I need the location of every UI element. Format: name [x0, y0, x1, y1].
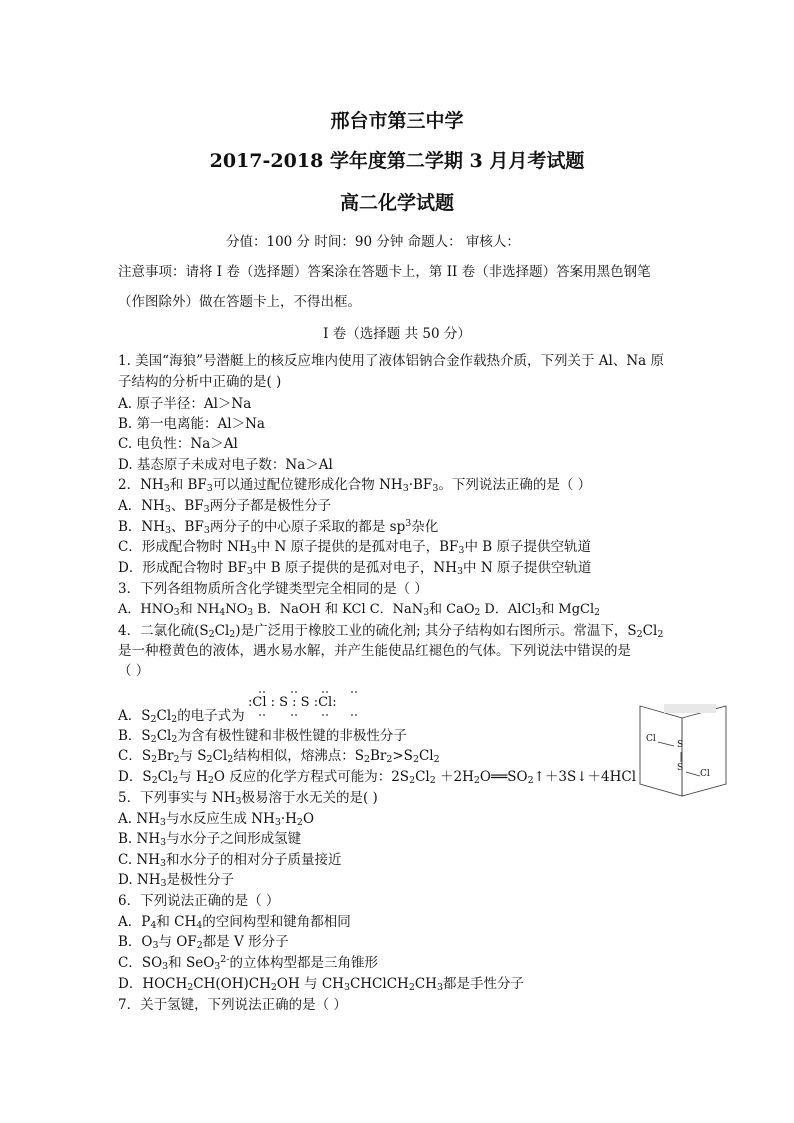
lewis-text: :Cl : S : S :Cl: — [248, 695, 337, 710]
q1-option-a: A. 原子半径：Al＞Na — [118, 396, 252, 412]
notice-line-2: （作图除外）做在答题卡上，不得出框。 — [118, 294, 361, 310]
q4-stem-3: （ ） — [118, 663, 150, 679]
diagram-cl-top: Cl — [646, 734, 656, 744]
q6-option-a: A．$P_4$和 $CH_4$的空间构型和键角都相同 — [118, 914, 351, 931]
q5-option-a: A. $NH_3$与水反应生成 $NH_3\cdot H_2O$ — [118, 811, 315, 828]
q3-options: A．$HNO_3$和 $NH_4NO_3$ B．NaOH 和 KCl C．NaN$_3$和 CaO$_2$ D．AlCl$_3$和 MgCl$_2$ — [118, 602, 600, 618]
q4-stem-1: 4．二氯化硫$(S_2Cl_2)$是广泛用于橡胶工业的硫化剂; 其分子结构如右图所示。常温下，$S_2Cl_2$ — [118, 623, 664, 640]
q4-option-d: D．$S_2Cl_2$与 $H_2O$ 反应的化学方程式可能为：$2S_2Cl_2$ $+2H_2O══SO_2↑+3S↓+4HCl$ — [118, 769, 637, 786]
q3-stem: 3．下列各组物质所含化学键类型完全相同的是（ ） — [118, 581, 428, 597]
q4-stem-2: 是一种橙黄色的液体，遇水易水解，并产生能使品红褪色的气体。下列说法中错误的是 — [118, 643, 631, 659]
molecule-structure-icon — [636, 700, 732, 800]
diagram-cl-bottom: Cl — [700, 769, 710, 779]
q2-option-a: A．$NH_3$、$BF_3$两分子都是极性分子 — [118, 498, 332, 515]
notice-line-1: 注意事项：请将 I 卷（选择题）答案涂在答题卡上，第 II 卷（非选择题）答案用黑色钢笔 — [118, 264, 651, 280]
q5-stem: 5．下列事实与 $NH_3$极易溶于水无关的是( ) — [118, 790, 378, 807]
q5-option-c: C. $NH_3$和水分子的相对分子质量接近 — [118, 852, 342, 869]
s2cl2-electron-formula — [248, 688, 378, 718]
exam-title: 2017-2018 学年度第二学期 3 月月考试题 — [209, 150, 585, 172]
q6-stem: 6．下列说法正确的是（ ） — [118, 893, 280, 909]
s2cl2-structure-diagram — [636, 700, 732, 800]
q6-option-c: C．$SO_3$和 SeO$_3^{2-}$的立体构型都是三角锥形 — [118, 954, 378, 972]
exam-meta: 分值：100 分 时间：90 分钟 命题人： 审核人： — [226, 234, 520, 250]
q1-stem-1: 1. 美国“海狼”号潜艇上的核反应堆内使用了液体铝钠合金作载热介质，下列关于 Al、Na 原 — [118, 353, 664, 369]
subject-title: 高二化学试题 — [339, 192, 454, 214]
q1-option-b: B. 第一电离能：Al＞Na — [118, 416, 265, 432]
q1-option-d: D. 基态原子未成对电子数：Na＞Al — [118, 457, 333, 473]
q1-stem-2: 子结构的分析中正确的是( ) — [118, 374, 282, 390]
diagram-s-bottom: S — [677, 763, 684, 773]
q5-option-b: B. $NH_3$与水分子之间形成氢键 — [118, 831, 302, 848]
q6-option-b: B．$O_3$与 $OF_2$都是 V 形分子 — [118, 934, 289, 951]
q2-option-d: D．形成配合物时 $BF_3$中 B 原子提供的是孤对电子，$NH_3$中 N 原子提供空轨道 — [118, 560, 592, 577]
diagram-s-top: S — [677, 740, 684, 750]
q2-stem: 2．$NH_3$和 $BF_3$可以通过配位键形成化合物 $NH_3\cdot BF_3$。下列说法正确的是（ ） — [118, 477, 592, 494]
q7-stem: 7．关于氢键，下列说法正确的是（ ） — [118, 997, 347, 1013]
q4-option-c: C．$S_2Br_2$与 $S_2Cl_2$结构相似，熔沸点：$S_2Br_2>S_2Cl_2$ — [118, 748, 440, 765]
school-title: 邢台市第三中学 — [330, 110, 464, 132]
q2-option-c: C．形成配合物时 $NH_3$中 N 原子提供的是孤对电子，$BF_3$中 B 原子提供空轨道 — [118, 539, 591, 556]
q5-option-d: D. $NH_3$是极性分子 — [118, 872, 235, 889]
q4-option-b: B．$S_2Cl_2$为含有极性键和非极性键的非极性分子 — [118, 728, 407, 745]
section-heading: I 卷（选择题 共 50 分） — [323, 326, 471, 342]
q2-option-b: B．$NH_3$、$BF_3$两分子的中心原子采取的都是 $sp^3$杂化 — [118, 518, 439, 536]
q1-option-c: C. 电负性：Na＞Al — [118, 436, 238, 452]
q6-option-d: D．$HOCH_2CH(OH)CH_2OH$ 与 $CH_3CHClCH_2CH_3$都是手性分子 — [118, 976, 524, 993]
q4-option-a: A．$S_2Cl_2$的电子式为 — [118, 708, 245, 725]
